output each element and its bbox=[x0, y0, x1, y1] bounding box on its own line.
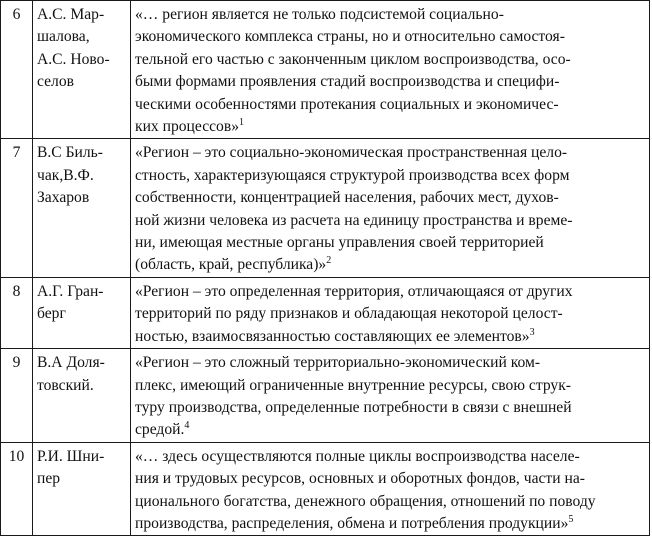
definition-text: «Регион – это определенная территория, отличающаяся от других территорий по ряду признаков и обладающая некоторой целост- ностью, взаимосвязанностью составляющих ее элементов» bbox=[135, 282, 573, 345]
table-row bbox=[1, 277, 650, 348]
footnote-marker: 1 bbox=[239, 117, 245, 129]
footnote-marker: 5 bbox=[568, 513, 574, 525]
definition-text: «… регион является не только подсистемой социально- экономического комплекса страны, но и относительно самостоя- тельной его частью с законченным циклом воспроизводства, осо- быми формами проявления стадий воспроизводства и специфи- ческими особенностями протекания социальных и экономичес- ких процессов» bbox=[135, 6, 571, 136]
footnote-marker: 3 bbox=[529, 326, 535, 338]
definition-text: «Регион – это социально-экономическая пространственная цело- стность, характеризующаяся структурой производства всех форм собственности, концентрацией населения, рабочих мест, духов- ной жизни человека из расчета на единицу пространства и време- ни, имеющая местные органы управления своей территорией (область, край, республика)» bbox=[135, 144, 573, 274]
row-number: 8 bbox=[1, 277, 33, 348]
definition-text: «Регион – это сложный территориально-экономический ком- плекс, имеющий ограниченные внутренние ресурсы, свою струк- туру производства, определенные потребности в связи с внешней средой. bbox=[135, 354, 572, 439]
row-definition bbox=[131, 1, 650, 139]
row-definition bbox=[131, 139, 650, 277]
row-number: 7 bbox=[1, 139, 33, 277]
table-row bbox=[1, 349, 650, 443]
table-row bbox=[1, 1, 650, 139]
row-author: В.С Биль- чак,В.Ф. Захаров bbox=[33, 139, 131, 277]
footnote-marker: 2 bbox=[326, 255, 332, 267]
row-author: А.С. Мар- шалова, А.С. Ново- селов bbox=[33, 1, 131, 139]
table-row bbox=[1, 442, 650, 536]
row-definition bbox=[131, 442, 650, 536]
row-author: Р.И. Шни- пер bbox=[33, 442, 131, 536]
row-author: А.Г. Гран- берг bbox=[33, 277, 131, 348]
footnote-marker: 4 bbox=[184, 420, 190, 432]
row-number: 10 bbox=[1, 442, 33, 536]
table-row bbox=[1, 139, 650, 277]
row-author: В.А Доля- товский. bbox=[33, 349, 131, 443]
definition-text: «… здесь осуществляются полные циклы воспроизводства населе- ния и трудовых ресурсов, основных и оборотных фондов, части на- ционального богатства, денежного обращения, отношений по поводу производства, распределения, обмена и потребления продукции» bbox=[135, 447, 596, 532]
row-definition bbox=[131, 349, 650, 443]
row-number: 9 bbox=[1, 349, 33, 443]
row-definition bbox=[131, 277, 650, 348]
row-number: 6 bbox=[1, 1, 33, 139]
